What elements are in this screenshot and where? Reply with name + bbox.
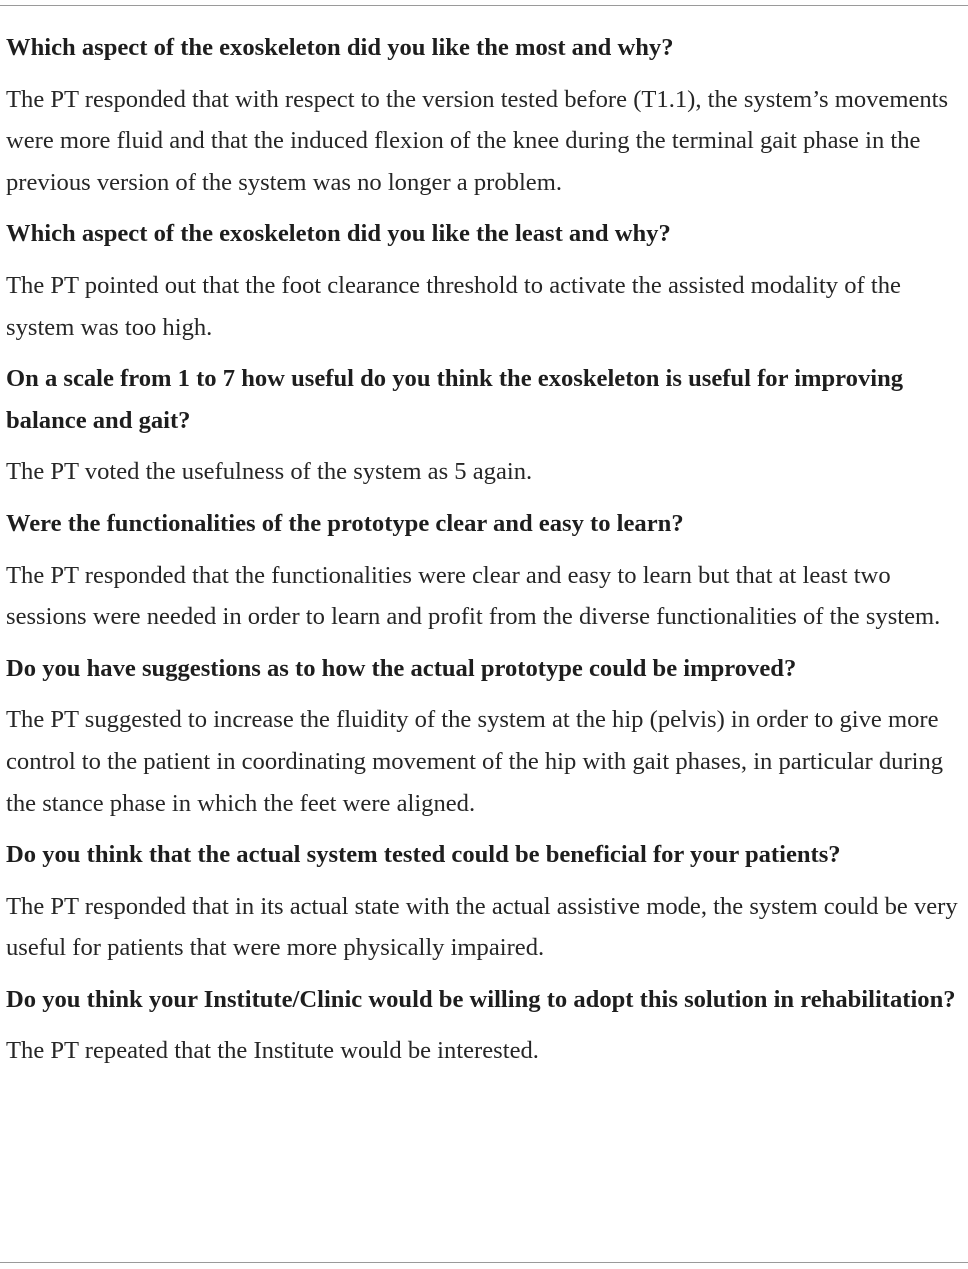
top-rule bbox=[0, 5, 968, 6]
question-4: Were the functionalities of the prototype clear and easy to learn? bbox=[6, 509, 684, 537]
bottom-rule bbox=[0, 1262, 968, 1263]
answer-3: The PT voted the usefulness of the system as 5 again. bbox=[6, 458, 533, 486]
question-3: On a scale from 1 to 7 how useful do you think the exoskeleton is useful for improving balance and gait? bbox=[6, 365, 904, 434]
question-1: Which aspect of the exoskeleton did you like the most and why? bbox=[6, 34, 674, 61]
answer-7: The PT repeated that the Institute would be interested. bbox=[6, 1037, 539, 1065]
question-5: Do you have suggestions as to how the actual prototype could be improved? bbox=[6, 654, 797, 682]
answer-5: The PT suggested to increase the fluidity of the system at the hip (pelvis) in order to give more control to the patient in coordinating movement of the hip with gait phases, in particular during the stance phase in which the feet were aligned. bbox=[6, 706, 944, 817]
answer-1: The PT responded that with respect to the version tested before (T1.1), the system’s movements were more fluid and that the induced flexion of the knee during the terminal gait phase in the previous version of the system was no longer a problem. bbox=[6, 85, 949, 196]
question-7: Do you think your Institute/Clinic would be willing to adopt this solution in rehabilitation? bbox=[6, 985, 956, 1013]
answer-6: The PT responded that in its actual state with the actual assistive mode, the system could be very useful for patients that were more physically impaired. bbox=[6, 892, 958, 962]
question-6: Do you think that the actual system tested could be beneficial for your patients? bbox=[6, 841, 841, 869]
answer-4: The PT responded that the functionalities were clear and easy to learn but that at least two sessions were needed in order to learn and profit from the diverse functionalities of the system. bbox=[6, 561, 941, 631]
question-2: Which aspect of the exoskeleton did you like the least and why? bbox=[6, 220, 671, 248]
qa-list bbox=[6, 27, 961, 1072]
answer-2: The PT pointed out that the foot clearance threshold to activate the assisted modality of the system was too high. bbox=[6, 271, 901, 341]
